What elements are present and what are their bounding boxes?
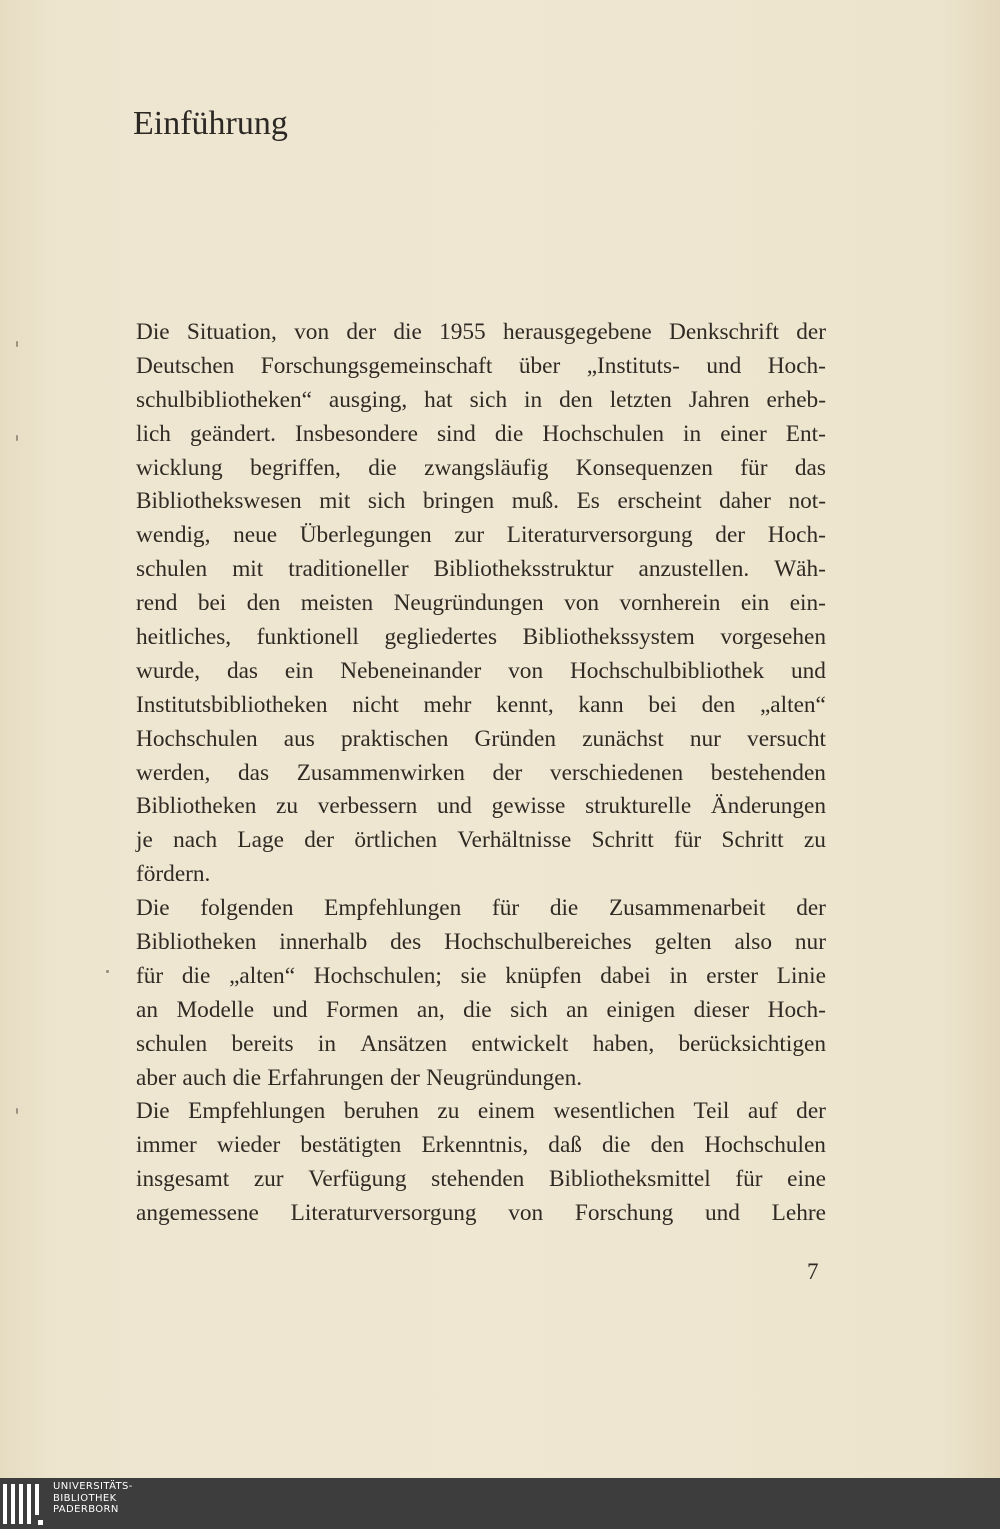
word: Empfehlungen	[188, 1098, 326, 1125]
word: Bibliotheksstruktur	[433, 556, 614, 583]
word: schulen	[136, 1030, 208, 1057]
word: eine	[787, 1166, 826, 1193]
word: bestehenden	[710, 759, 826, 786]
word: haben,	[592, 1030, 655, 1057]
word: Überlegungen	[299, 522, 432, 549]
word: knüpfen	[505, 962, 582, 989]
word: gelten	[654, 929, 712, 956]
text-line	[136, 553, 826, 587]
margin-mark	[106, 970, 109, 973]
word: herausgegebene	[502, 319, 652, 345]
word: nur	[689, 725, 721, 752]
word: heitliches,	[136, 624, 232, 651]
text-line	[136, 723, 826, 757]
word: für	[136, 962, 164, 989]
word: und	[272, 996, 308, 1023]
text-line	[136, 926, 826, 960]
word: muß.	[511, 488, 559, 515]
word: Es	[576, 488, 600, 515]
word: mit	[319, 488, 351, 515]
word: Hochschulen;	[313, 962, 442, 989]
word: für	[491, 895, 520, 922]
word: ausging,	[328, 386, 408, 413]
word: Ent-	[785, 420, 826, 447]
word: Erfahrungen	[267, 1064, 384, 1091]
word: über	[518, 352, 561, 379]
word: angemessene	[136, 1200, 259, 1227]
word: in	[683, 420, 702, 447]
word: in	[317, 1030, 337, 1057]
word: den	[246, 590, 281, 617]
word: die	[463, 996, 492, 1023]
word: den	[650, 1132, 685, 1159]
word: das	[238, 759, 270, 786]
word: nach	[173, 827, 218, 854]
text-line	[136, 384, 826, 418]
word: erster	[706, 962, 759, 989]
word: Denkschrift	[669, 319, 779, 345]
word: die	[549, 895, 579, 922]
word: Änderungen	[710, 793, 826, 820]
word: einem	[477, 1098, 535, 1125]
word: bereits	[231, 1030, 294, 1057]
text-line	[136, 655, 826, 689]
margin-mark	[16, 341, 18, 347]
text-line	[136, 350, 826, 384]
word: Wäh-	[774, 556, 826, 583]
word: Literaturversorgung	[290, 1200, 477, 1227]
word: Die	[136, 319, 170, 345]
page-number: 7	[807, 1259, 819, 1284]
word: und	[706, 352, 742, 379]
word: Bibliotheksmittel	[548, 1166, 711, 1193]
word: mit	[232, 556, 264, 583]
text-line	[136, 485, 826, 519]
word: nicht	[352, 691, 399, 718]
library-logo-text	[53, 1481, 133, 1516]
word: gegliedertes	[384, 624, 498, 651]
word: immer	[136, 1132, 197, 1159]
word: Lage	[237, 827, 284, 854]
word: das	[794, 454, 826, 481]
word: einer	[720, 420, 767, 447]
word: Hochschulen	[136, 725, 258, 752]
word: und	[791, 657, 826, 684]
word: kann	[578, 691, 624, 718]
logo-line: PADERBORN	[53, 1504, 119, 1515]
text-line	[136, 960, 826, 994]
word: der	[796, 1098, 826, 1125]
word: von	[294, 319, 330, 345]
word: geändert.	[189, 420, 276, 447]
word: an	[136, 996, 158, 1023]
word: wurde,	[136, 657, 201, 684]
word: kennt,	[496, 691, 554, 718]
word: Situation,	[186, 319, 277, 345]
word: des	[390, 929, 422, 956]
word: Jahren	[688, 386, 750, 413]
word: hat	[424, 386, 453, 413]
word: Konsequenzen	[575, 454, 713, 481]
word: an	[566, 996, 589, 1023]
text-line	[136, 790, 826, 824]
library-footer-bar	[0, 1478, 1000, 1529]
text-line	[136, 1028, 826, 1062]
word: verschiedenen	[549, 759, 684, 786]
word: „alten“	[759, 691, 826, 718]
word: erheb-	[766, 386, 826, 413]
word: bei	[648, 691, 677, 718]
word: Neugründungen.	[426, 1064, 583, 1091]
word: schulbibliotheken“	[136, 386, 312, 413]
word: ein-	[789, 590, 826, 617]
word: und	[437, 793, 472, 820]
word: bestätigten	[300, 1132, 402, 1159]
word: die	[393, 319, 422, 345]
word: dieser	[693, 996, 750, 1023]
word: Bibliothekswesen	[136, 488, 302, 515]
word: Insbesondere	[295, 420, 418, 447]
word: Zusammenwirken	[296, 759, 465, 786]
word: Hoch-	[767, 996, 826, 1023]
word: für	[735, 1166, 763, 1193]
word: Bibliothekssystem	[522, 624, 695, 651]
word: sind	[436, 420, 476, 447]
text-line	[136, 824, 826, 858]
word: in	[524, 386, 543, 413]
word: aus	[283, 725, 315, 752]
word: dabei	[600, 962, 651, 989]
word: daher	[719, 488, 771, 515]
word: Linie	[776, 962, 826, 989]
word: schulen	[136, 556, 208, 583]
text-line	[136, 519, 826, 553]
word: wicklung	[136, 454, 223, 481]
word: Verhältnisse	[457, 827, 572, 854]
word: einigen	[606, 996, 676, 1023]
word: zwangsläufig	[424, 454, 549, 481]
word: daß	[548, 1132, 582, 1159]
word: sie	[460, 962, 487, 989]
logo-bar	[19, 1484, 23, 1524]
word: lich	[136, 420, 171, 447]
margin-mark	[16, 435, 18, 441]
word: Verfügung	[308, 1166, 407, 1193]
word: Hoch-	[767, 522, 826, 549]
word: innerhalb	[279, 929, 368, 956]
logo-bar	[35, 1484, 39, 1515]
word: „Instituts-	[586, 352, 680, 379]
word: Formen	[325, 996, 399, 1023]
word: wesentlichen	[553, 1098, 675, 1125]
logo-line: UNIVERSITÄTS-	[53, 1481, 133, 1492]
word: praktischen	[340, 725, 449, 752]
word: wieder	[216, 1132, 281, 1159]
word: den	[701, 691, 736, 718]
word: Schritt	[721, 827, 784, 854]
word: für	[740, 454, 768, 481]
word: Bibliotheken	[136, 929, 257, 956]
word: funktionell	[256, 624, 359, 651]
text-line	[136, 418, 826, 452]
word: sich	[367, 488, 406, 515]
word: Deutschen	[136, 352, 235, 379]
word: Neugründungen	[393, 590, 544, 617]
word: bei	[197, 590, 227, 617]
text-line	[136, 1095, 826, 1129]
text-line	[136, 757, 826, 791]
word: zu	[276, 793, 299, 820]
word: die	[494, 420, 524, 447]
logo-line: BIBLIOTHEK	[53, 1492, 117, 1504]
word: fördern.	[136, 861, 211, 888]
word: für	[674, 827, 702, 854]
word: Hochschulen	[542, 420, 664, 447]
word: Zusammenarbeit	[608, 895, 766, 922]
word: zu	[437, 1098, 460, 1125]
text-line	[136, 892, 826, 926]
word: den	[559, 386, 593, 413]
word: an,	[416, 996, 445, 1023]
word: zur	[454, 522, 485, 549]
word: Gründen	[474, 725, 557, 752]
text-line	[136, 1062, 826, 1096]
word: örtlichen	[354, 827, 438, 854]
word: auf	[747, 1098, 778, 1125]
word: und	[705, 1200, 740, 1227]
word: der	[715, 522, 746, 549]
text-line	[136, 858, 826, 892]
logo-dot	[38, 1520, 43, 1525]
word: zunächst	[582, 725, 664, 752]
word: die	[181, 962, 211, 989]
word: letzten	[609, 386, 672, 413]
word: in	[669, 962, 688, 989]
word: zur	[253, 1166, 284, 1193]
word: sich	[469, 386, 508, 413]
word: vornherein	[619, 590, 721, 617]
word: erscheint	[617, 488, 702, 515]
word: auch	[182, 1064, 227, 1091]
word: der	[796, 319, 826, 345]
word: neue	[233, 522, 278, 549]
word: Institutsbibliotheken	[136, 691, 328, 718]
word: Hochschulbibliothek	[569, 657, 765, 684]
margin-mark	[16, 1108, 18, 1114]
word: mehr	[423, 691, 472, 718]
text-line	[136, 452, 826, 486]
word: Forschung	[574, 1200, 674, 1227]
word: Teil	[693, 1098, 730, 1125]
word: von	[564, 590, 600, 617]
word: die	[368, 454, 397, 481]
text-line	[136, 689, 826, 723]
word: ein	[740, 590, 770, 617]
word: „alten“	[229, 962, 296, 989]
word: versucht	[747, 725, 826, 752]
text-line	[136, 1129, 826, 1163]
word: Erkenntnis,	[421, 1132, 529, 1159]
word: wendig,	[136, 522, 211, 549]
word: Schritt	[591, 827, 654, 854]
word: das	[226, 657, 258, 684]
logo-bar	[3, 1484, 7, 1524]
body-text	[136, 316, 826, 1231]
text-line	[136, 1197, 826, 1231]
word: Hochschulbereiches	[444, 929, 632, 956]
logo-bar	[11, 1484, 15, 1524]
library-logo-icon	[2, 1484, 46, 1524]
word: die	[232, 1064, 262, 1091]
word: rend	[136, 590, 178, 617]
word: entwickelt	[471, 1030, 569, 1057]
word: traditioneller	[288, 556, 409, 583]
word: meisten	[300, 590, 374, 617]
word: Modelle	[176, 996, 255, 1023]
text-line	[136, 316, 826, 350]
word: der	[390, 1064, 420, 1091]
word: stehenden	[431, 1166, 525, 1193]
word: not-	[788, 488, 826, 515]
word: der	[796, 895, 826, 922]
word: Empfehlungen	[324, 895, 462, 922]
word: Lehre	[771, 1200, 826, 1227]
word: von	[508, 1200, 544, 1227]
word: ein	[284, 657, 314, 684]
word: Nebeneinander	[340, 657, 482, 684]
text-line	[136, 994, 826, 1028]
logo-bar	[27, 1484, 31, 1524]
word: der	[304, 827, 335, 854]
word: vorgesehen	[720, 624, 826, 651]
word: aber	[136, 1064, 177, 1091]
word: nur	[794, 929, 826, 956]
text-line	[136, 587, 826, 621]
word: Hochschulen	[704, 1132, 826, 1159]
word: berücksichtigen	[678, 1030, 826, 1057]
word: bringen	[423, 488, 495, 515]
word: folgenden	[200, 895, 294, 922]
word: also	[734, 929, 772, 956]
text-line	[136, 1163, 826, 1197]
word: Ansätzen	[360, 1030, 448, 1057]
word: anzustellen.	[638, 556, 750, 583]
word: Bibliotheken	[136, 793, 257, 820]
word: die	[602, 1132, 631, 1159]
chapter-title: Einführung	[133, 105, 288, 142]
word: der	[346, 319, 377, 345]
word: sich	[510, 996, 548, 1023]
word: zu	[803, 827, 826, 854]
word: Literaturversorgung	[506, 522, 693, 549]
text-line	[136, 621, 826, 655]
word: von	[508, 657, 544, 684]
word: der	[492, 759, 523, 786]
word: werden,	[136, 759, 211, 786]
word: verbessern	[317, 793, 418, 820]
word: Forschungsgemeinschaft	[260, 352, 493, 379]
word: 1955	[439, 319, 486, 345]
word: gewisse	[491, 793, 566, 820]
word: begriffen,	[250, 454, 341, 481]
word: je	[136, 827, 153, 854]
word: beruhen	[343, 1098, 419, 1125]
word: Die	[136, 1098, 170, 1125]
word: Die	[136, 895, 170, 922]
word: strukturelle	[585, 793, 692, 820]
word: insgesamt	[136, 1166, 230, 1193]
word: Hoch-	[767, 352, 826, 379]
